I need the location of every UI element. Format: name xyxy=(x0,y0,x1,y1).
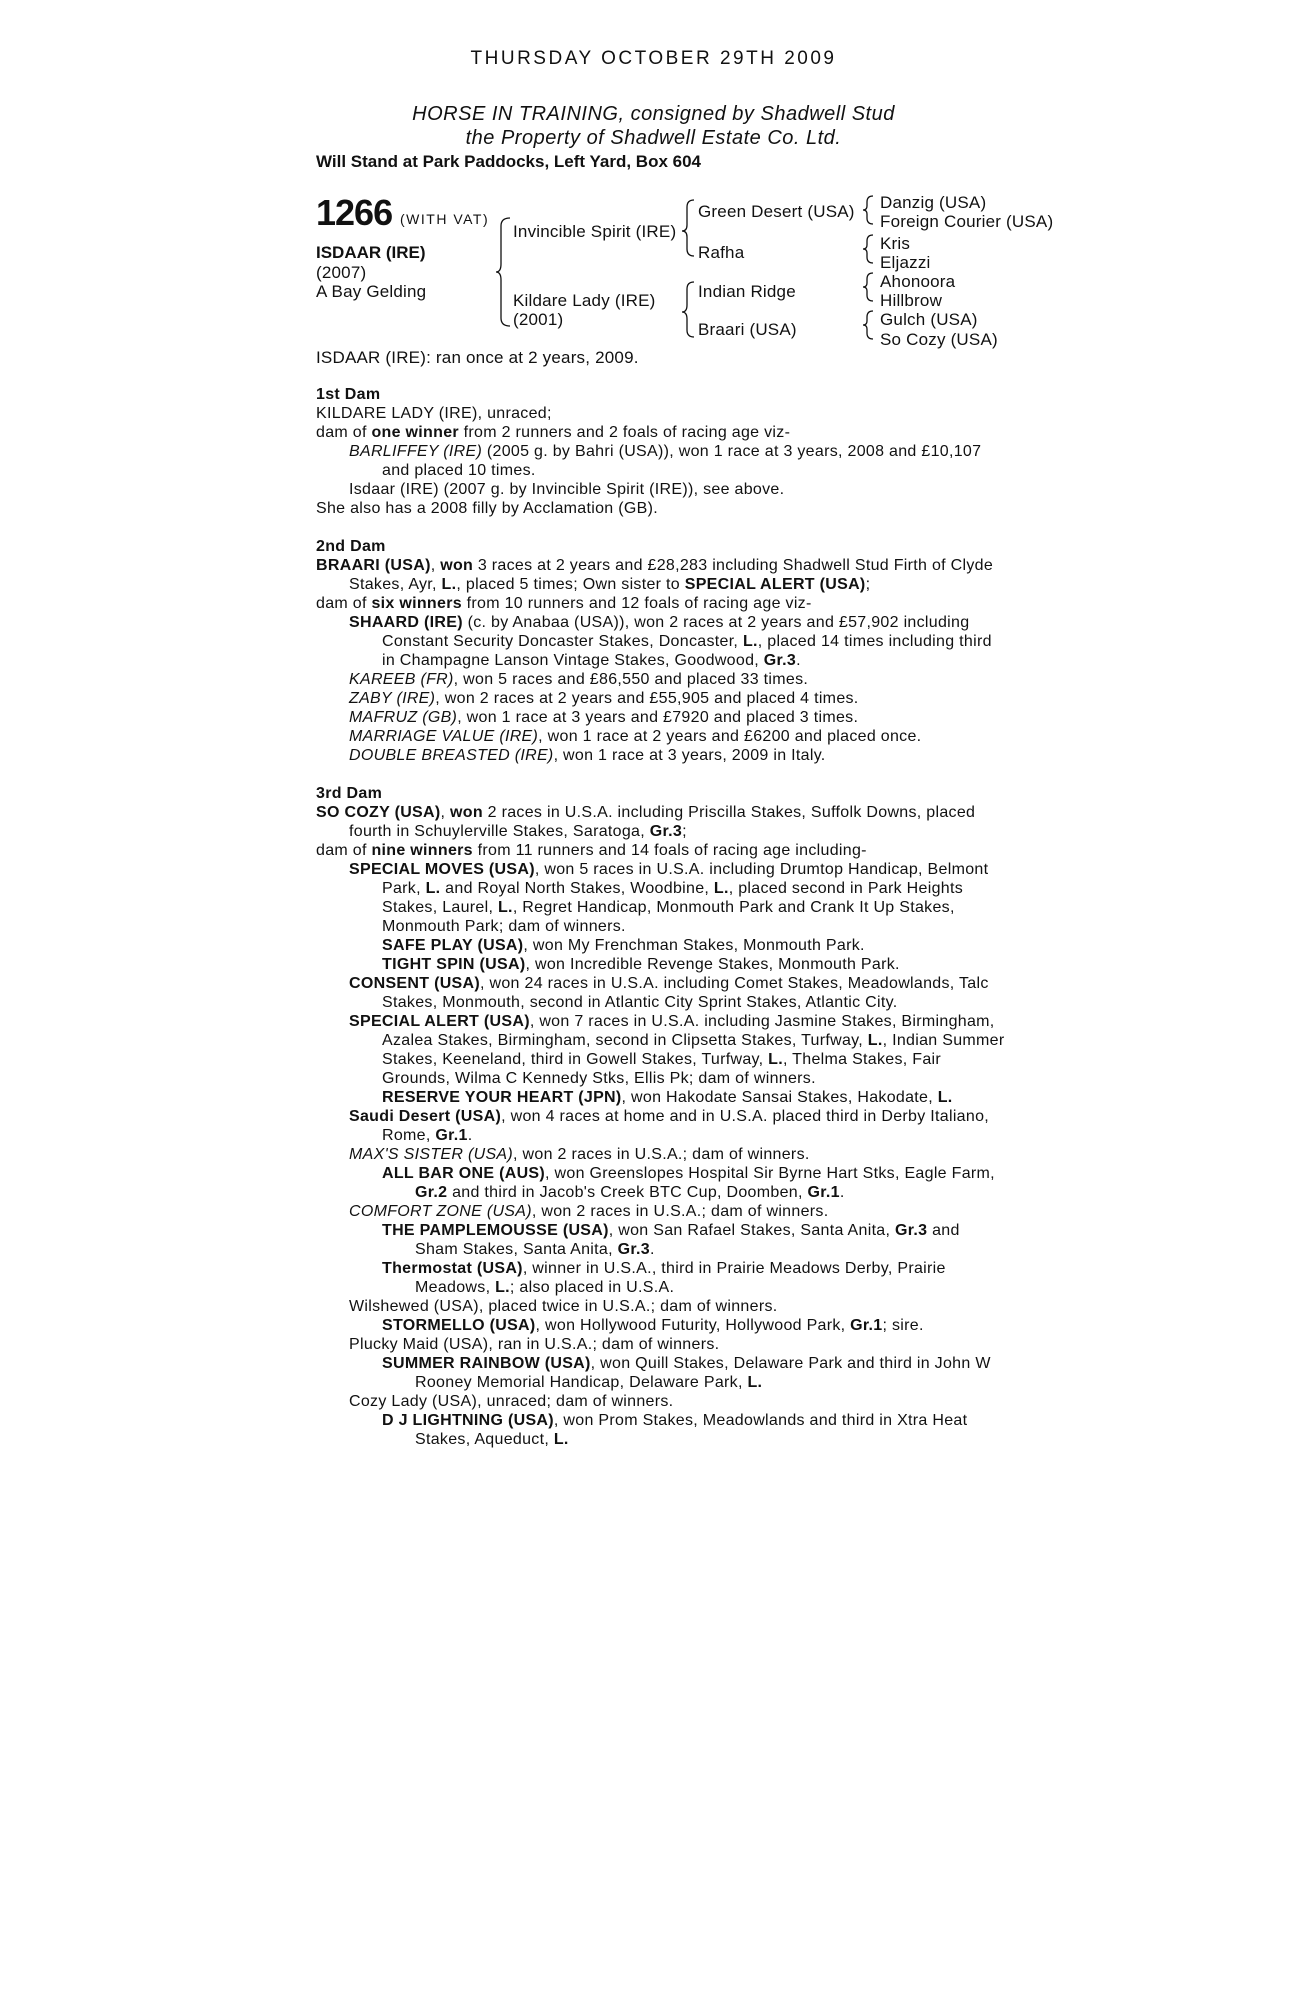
dam2-produce: dam of six winners from 10 runners and 12 foals of racing age viz- xyxy=(316,595,812,612)
ggp-6: Hillbrow xyxy=(880,291,943,310)
dam1-produce: dam of one winner from 2 runners and 2 foals of racing age viz- xyxy=(316,424,791,441)
lot-consignor: HORSE IN TRAINING, consigned by Shadwell Stud xyxy=(412,103,895,125)
dam3-subentry: ALL BAR ONE (AUS), won Greenslopes Hospital Sir Byrne Hart Stks, Eagle Farm, Gr.2 and third in Jacob's Creek BTC Cup, Doomben, Gr.1. xyxy=(382,1165,995,1201)
ggp-3: Kris xyxy=(880,234,911,253)
stand-location: Will Stand at Park Paddocks, Left Yard, Box 604 xyxy=(316,152,701,171)
brace-main xyxy=(496,218,510,326)
dam3-entry: Saudi Desert (USA), won 4 races at home and in U.S.A. placed third in Derby Italiano, Rome, Gr.1. xyxy=(349,1108,990,1144)
lot-summary: ISDAAR (IRE): ran once at 2 years, 2009. xyxy=(316,348,639,367)
dam1-note: She also has a 2008 filly by Acclamation (GB). xyxy=(316,500,658,517)
dam2-entry: SHAARD (IRE) (c. by Anabaa (USA)), won 2 races at 2 years and £57,902 including Constant Security Doncaster Stakes, Doncaster, L., placed 14 times including third in Champagne Lanson Vintage Stakes, Goodwood, Gr.3. xyxy=(349,614,992,669)
lot-property: the Property of Shadwell Estate Co. Ltd. xyxy=(465,127,842,149)
dam2-entry: DOUBLE BREASTED (IRE), won 1 race at 3 years, 2009 in Italy. xyxy=(349,747,826,764)
dam2-line: BRAARI (USA), won 3 races at 2 years and £28,283 including Shadwell Stud Firth of Clyde Stakes, Ayr, L., placed 5 times; Own sister to SPECIAL ALERT (USA); xyxy=(316,557,994,593)
dam2-entry: ZABY (IRE), won 2 races at 2 years and £55,905 and placed 4 times. xyxy=(349,690,859,707)
sale-date: THURSDAY OCTOBER 29TH 2009 xyxy=(470,48,837,69)
brace-gg2 xyxy=(863,235,873,263)
dam3-subentry: SAFE PLAY (USA), won My Frenchman Stakes, Monmouth Park. xyxy=(382,937,865,954)
ggp-4: Eljazzi xyxy=(880,253,931,272)
dam3-line: SO COZY (USA), won 2 races in U.S.A. including Priscilla Stakes, Suffolk Downs, placed fourth in Schuylerville Stakes, Saratoga, Gr.3; xyxy=(316,804,976,840)
dam3-subentry: D J LIGHTNING (USA), won Prom Stakes, Meadowlands and third in Xtra Heat Stakes, Aqueduct, L. xyxy=(382,1412,968,1448)
lot-number: 1266 xyxy=(316,192,393,233)
dam3-entry: SPECIAL MOVES (USA), won 5 races in U.S.A. including Drumtop Handicap, Belmont Park, L. and Royal North Stakes, Woodbine, L., placed second in Park Heights Stakes, Laurel, L., Regret Handicap, Monmouth Park and Crank It Up Stakes, Monmouth Park; dam of winners. xyxy=(349,861,989,935)
pedigree-sire-dam: Rafha xyxy=(698,243,745,262)
dam3-entry: Plucky Maid (USA), ran in U.S.A.; dam of winners. xyxy=(349,1336,720,1353)
pedigree-dam: Kildare Lady (IRE) xyxy=(513,291,656,310)
dam2-entry: MAFRUZ (GB), won 1 race at 3 years and £7920 and placed 3 times. xyxy=(349,709,859,726)
horse-description: A Bay Gelding xyxy=(316,282,427,301)
catalogue-body xyxy=(316,385,1006,1449)
dam3-subentry: TIGHT SPIN (USA), won Incredible Revenge Stakes, Monmouth Park. xyxy=(382,956,900,973)
dam3-heading: 3rd Dam xyxy=(316,785,383,802)
brace-gg1 xyxy=(863,196,873,224)
horse-name: ISDAAR (IRE) xyxy=(316,243,426,262)
pedigree-dam-year: (2001) xyxy=(513,310,564,329)
pedigree-sire-sire: Green Desert (USA) xyxy=(698,202,855,221)
dam1-entry: Isdaar (IRE) (2007 g. by Invincible Spirit (IRE)), see above. xyxy=(349,481,785,498)
brace-gg3 xyxy=(863,273,873,301)
pedigree-dam-sire: Indian Ridge xyxy=(698,282,796,301)
dam3-subentry: SUMMER RAINBOW (USA), won Quill Stakes, Delaware Park and third in John W Rooney Memorial Handicap, Delaware Park, L. xyxy=(382,1355,991,1391)
brace-dam xyxy=(682,282,694,337)
dam3-subentry: THE PAMPLEMOUSSE (USA), won San Rafael Stakes, Santa Anita, Gr.3 and Sham Stakes, Santa Anita, Gr.3. xyxy=(382,1222,960,1258)
dam2-heading: 2nd Dam xyxy=(316,538,386,555)
brace-gg4 xyxy=(863,311,873,339)
brace-sire xyxy=(682,200,694,256)
dam3-entry: CONSENT (USA), won 24 races in U.S.A. including Comet Stakes, Meadowlands, Talc Stakes, Monmouth, second in Atlantic City Sprint Stakes, Atlantic City. xyxy=(349,975,989,1011)
dam2-entry: MARRIAGE VALUE (IRE), won 1 race at 2 years and £6200 and placed once. xyxy=(349,728,922,745)
dam3-entry: Cozy Lady (USA), unraced; dam of winners. xyxy=(349,1393,674,1410)
dam1-heading: 1st Dam xyxy=(316,386,381,403)
dam3-entry: Wilshewed (USA), placed twice in U.S.A.; dam of winners. xyxy=(349,1298,778,1315)
dam3-entry: SPECIAL ALERT (USA), won 7 races in U.S.A. including Jasmine Stakes, Birmingham, Azalea Stakes, Birmingham, second in Clipsetta Stakes, Turfway, L., Indian Summer Stakes, Keeneland, third in Gowell Stakes, Turfway, L., Thelma Stakes, Fair Grounds, Wilma C Kennedy Stks, Ellis Pk; dam of winners. xyxy=(349,1013,1005,1087)
dam3-subentry: STORMELLO (USA), won Hollywood Futurity, Hollywood Park, Gr.1; sire. xyxy=(382,1317,924,1334)
dam1-entry: BARLIFFEY (IRE) (2005 g. by Bahri (USA)), won 1 race at 3 years, 2008 and £10,107 and placed 10 times. xyxy=(349,443,982,479)
ggp-5: Ahonoora xyxy=(880,272,956,291)
vat-note: (WITH VAT) xyxy=(400,211,490,227)
dam3-entry: COMFORT ZONE (USA), won 2 races in U.S.A.; dam of winners. xyxy=(349,1203,829,1220)
dam3-produce: dam of nine winners from 11 runners and 14 foals of racing age including- xyxy=(316,842,867,859)
dam1-line: KILDARE LADY (IRE), unraced; xyxy=(316,405,552,422)
ggp-7: Gulch (USA) xyxy=(880,310,978,329)
dam3-subentry: Thermostat (USA), winner in U.S.A., third in Prairie Meadows Derby, Prairie Meadows, L.; also placed in U.S.A. xyxy=(382,1260,946,1296)
dam3-entry: MAX'S SISTER (USA), won 2 races in U.S.A.; dam of winners. xyxy=(349,1146,810,1163)
pedigree-dam-dam: Braari (USA) xyxy=(698,320,797,339)
ggp-1: Danzig (USA) xyxy=(880,193,987,212)
ggp-8: So Cozy (USA) xyxy=(880,330,998,349)
pedigree-sire: Invincible Spirit (IRE) xyxy=(513,222,677,241)
dam3-subentry: RESERVE YOUR HEART (JPN), won Hakodate Sansai Stakes, Hakodate, L. xyxy=(382,1089,953,1106)
dam2-entry: KAREEB (FR), won 5 races and £86,550 and placed 33 times. xyxy=(349,671,809,688)
ggp-2: Foreign Courier (USA) xyxy=(880,212,1054,231)
horse-year: (2007) xyxy=(316,263,367,282)
